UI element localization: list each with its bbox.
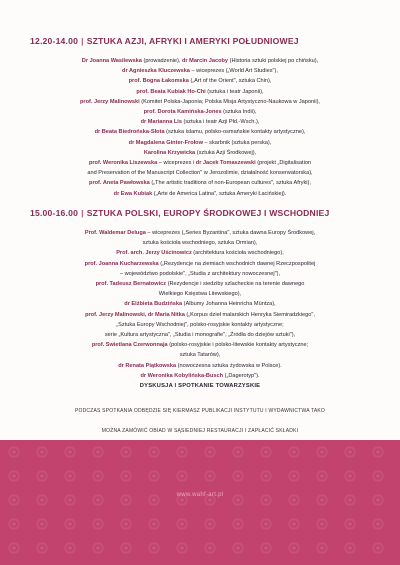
speaker-name: prof. Weronika Liszewska xyxy=(88,160,158,167)
speaker-description: – województwo podolskie", „Studia z architektury nowoczesnej"), xyxy=(119,270,281,277)
section-time: 12.20-14.00 xyxy=(30,36,79,46)
speaker-description: (polsko-rosyjskie i polsko-litewskie kontakty artystyczne; xyxy=(167,342,309,349)
speaker-description: serie „Kultura artystyczna", „Studia i monografie", „Źródła do dziejów sztuki"), xyxy=(104,332,296,339)
speaker-description: (projekt „Digitalisation xyxy=(255,160,312,167)
speaker-line xyxy=(6,138,394,148)
section-time: 15.00-16.00 xyxy=(30,208,79,218)
speaker-name: prof. Aneta Pawłowska xyxy=(89,180,150,187)
speaker-description: („The artistic traditions of non-European cultures", sztuka Afryki), xyxy=(149,180,311,187)
section-heading-asia-africa-america xyxy=(30,36,370,46)
speaker-line xyxy=(6,248,394,258)
speaker-line xyxy=(6,97,394,107)
speaker-line xyxy=(6,87,394,97)
speaker-line xyxy=(6,148,394,158)
speaker-line xyxy=(6,320,394,330)
speaker-list-poland-europe xyxy=(6,228,394,381)
speaker-description: (sztuka Indii), xyxy=(221,109,257,116)
speaker-line xyxy=(6,289,394,299)
speaker-line xyxy=(6,330,394,340)
speaker-line xyxy=(6,238,394,248)
speaker-description: Wielkiego Księstwa Litewskiego), xyxy=(158,291,242,298)
separator: | xyxy=(81,208,84,218)
speaker-description: sztuka kościoła wschodniego, sztuka Ormian), xyxy=(142,240,258,247)
closing-line: DYSKUSJA I SPOTKANIE TOWARZYSKIE xyxy=(139,383,261,389)
speaker-description: (sztuka islamu, polsko-osmańskie kontakty artystyczne), xyxy=(164,129,306,136)
speaker-description: („Rezydencje na ziemiach wschodnich dawnej Rzeczpospolitej xyxy=(158,260,316,267)
speaker-line xyxy=(6,189,394,199)
speaker-line xyxy=(6,259,394,269)
speaker-name: dr Magdalena Ginter-Frołow xyxy=(128,139,203,146)
speaker-line xyxy=(6,168,394,178)
speaker-name: prof. Jerzy Malinowski, dr Maria Nitka xyxy=(85,311,185,318)
speaker-name: dr Ewa Kubiak xyxy=(113,190,153,197)
speaker-description: (Albumy Johanna Heinricha Müntza), xyxy=(182,301,276,308)
speaker-name: prof. Bogna Łakomska xyxy=(128,78,189,85)
speaker-name: Karolina Krzywicka xyxy=(143,149,196,156)
speaker-description: – wiceprezes („Series Byzantina", sztuka dawna Europy Środkowej, xyxy=(145,230,316,236)
speaker-name: prof. Dorota Kamińska-Jones xyxy=(143,109,222,116)
speaker-line xyxy=(6,299,394,309)
speaker-name: dr Weronika Kobylińska-Busch xyxy=(140,372,224,379)
speaker-name: dr Renata Piątkowska xyxy=(118,362,177,369)
speaker-line xyxy=(6,350,394,360)
speaker-line xyxy=(6,228,394,238)
speaker-description: – wiceprezes i xyxy=(157,160,196,167)
speaker-name: dr Agnieszka Kluczewska xyxy=(122,68,190,75)
speaker-description: („Korpus dzieł malarskich Henryka Siemiradzkiego", xyxy=(184,311,315,318)
ornament-pattern xyxy=(0,440,400,565)
speaker-line xyxy=(6,279,394,289)
speaker-description: – wiceprezes („World Art Studies"), xyxy=(189,68,278,75)
speaker-name: dr Beata Biedrońska-Słota xyxy=(94,129,165,136)
speaker-description: „Sztuka Europy Wschodniej", polsko-rosyjskie kontakty artystyczne; xyxy=(116,321,284,328)
speaker-line xyxy=(6,178,394,188)
section-heading-poland-europe xyxy=(30,208,370,218)
speaker-description: („Art of the Orient", sztuka Chin), xyxy=(188,78,272,85)
speaker-description: and Preservation of the Manuscript Collection" w Jerozolimie, działalność konserwatorska), xyxy=(87,170,313,177)
speaker-line xyxy=(6,107,394,117)
speaker-description: (Rezydencje i siedziby szlacheckie na terenie dawnego xyxy=(166,281,305,288)
speaker-description: („Arte de America Latina", sztuka Ameryki Łacińskiej). xyxy=(152,190,287,197)
speaker-line xyxy=(6,127,394,137)
speaker-name: prof. Joanna Kucharzewska xyxy=(84,260,159,267)
speaker-line xyxy=(6,310,394,320)
fair-note: PODCZAS SPOTKANIA ODBĘDZIE SIĘ KIERMASZ PUBLIKACJI INSTYTUTU I WYDAWNICTWA TAKO xyxy=(75,408,325,414)
speaker-line xyxy=(6,158,394,168)
section-title: SZTUKA POLSKI, EUROPY ŚRODKOWEJ I WSCHODNIEJ xyxy=(86,208,330,218)
speaker-name: dr Jacek Tomaszewski xyxy=(195,160,256,167)
speaker-name: dr Elżbieta Budzińska xyxy=(124,301,183,308)
speaker-name: Dr Joanna Wasilewska xyxy=(81,58,142,64)
speaker-description: – skarbnik (sztuka perska), xyxy=(202,139,272,146)
speaker-description: (nowoczesna sztuka żydowska w Polsce). xyxy=(176,362,282,369)
speaker-description: (sztuka Azji Środkowej), xyxy=(195,149,257,156)
section-title: SZTUKA AZJI, AFRYKI I AMERYKI POŁUDNIOWEJ xyxy=(86,36,299,46)
speaker-name: prof. Jerzy Malinowski xyxy=(79,98,140,105)
speaker-line xyxy=(6,269,394,279)
speaker-name: prof. Tadeusz Bernatowicz xyxy=(95,281,167,288)
speaker-name: dr Marcin Jacoby xyxy=(182,58,229,64)
speaker-description: (Historia sztuki polskiej po chińsku), xyxy=(228,58,319,64)
speaker-line xyxy=(6,76,394,86)
speaker-description: (architektura kościoła wschodniego), xyxy=(191,250,284,257)
speaker-description: („Dagerotyp"). xyxy=(223,372,260,379)
speaker-list-asia-africa-america xyxy=(6,56,394,199)
speaker-line xyxy=(6,361,394,371)
speaker-name: prof. Swietlana Czerwonnaja xyxy=(91,342,168,349)
speaker-name: Prof. arch. Jerzy Uścinowicz xyxy=(116,250,192,257)
speaker-line xyxy=(6,66,394,76)
speaker-description: (prowadzenie), xyxy=(141,58,183,64)
speaker-name: dr Marianna Lis xyxy=(140,119,182,126)
separator: | xyxy=(81,36,84,46)
website-url[interactable]: www.wahf-art.pl xyxy=(176,492,224,498)
speaker-description: sztuka Tatarów), xyxy=(179,352,221,359)
speaker-description: (Komitet Polska-Japonia; Polska Misja Artystyczno-Naukowa w Japonii), xyxy=(139,98,320,105)
footer-band xyxy=(0,440,400,565)
speaker-description: (sztuka i teatr Japonii), xyxy=(205,88,264,95)
speaker-description: (sztuka i teatr Azji Płd.-Wsch.), xyxy=(181,119,260,126)
speaker-name: Prof. Waldemar Deluga xyxy=(84,230,146,236)
speaker-line xyxy=(6,371,394,381)
speaker-line xyxy=(6,340,394,350)
speaker-line xyxy=(6,56,394,66)
dinner-note: MOŻNA ZAMÓWIĆ OBIAD W SĄSIEDNIEJ RESTAURACJI I ZAPŁACIĆ SKŁADKI xyxy=(101,428,299,434)
speaker-name: prof. Beata Kubiak Ho-Chi xyxy=(136,88,206,95)
speaker-line xyxy=(6,117,394,127)
